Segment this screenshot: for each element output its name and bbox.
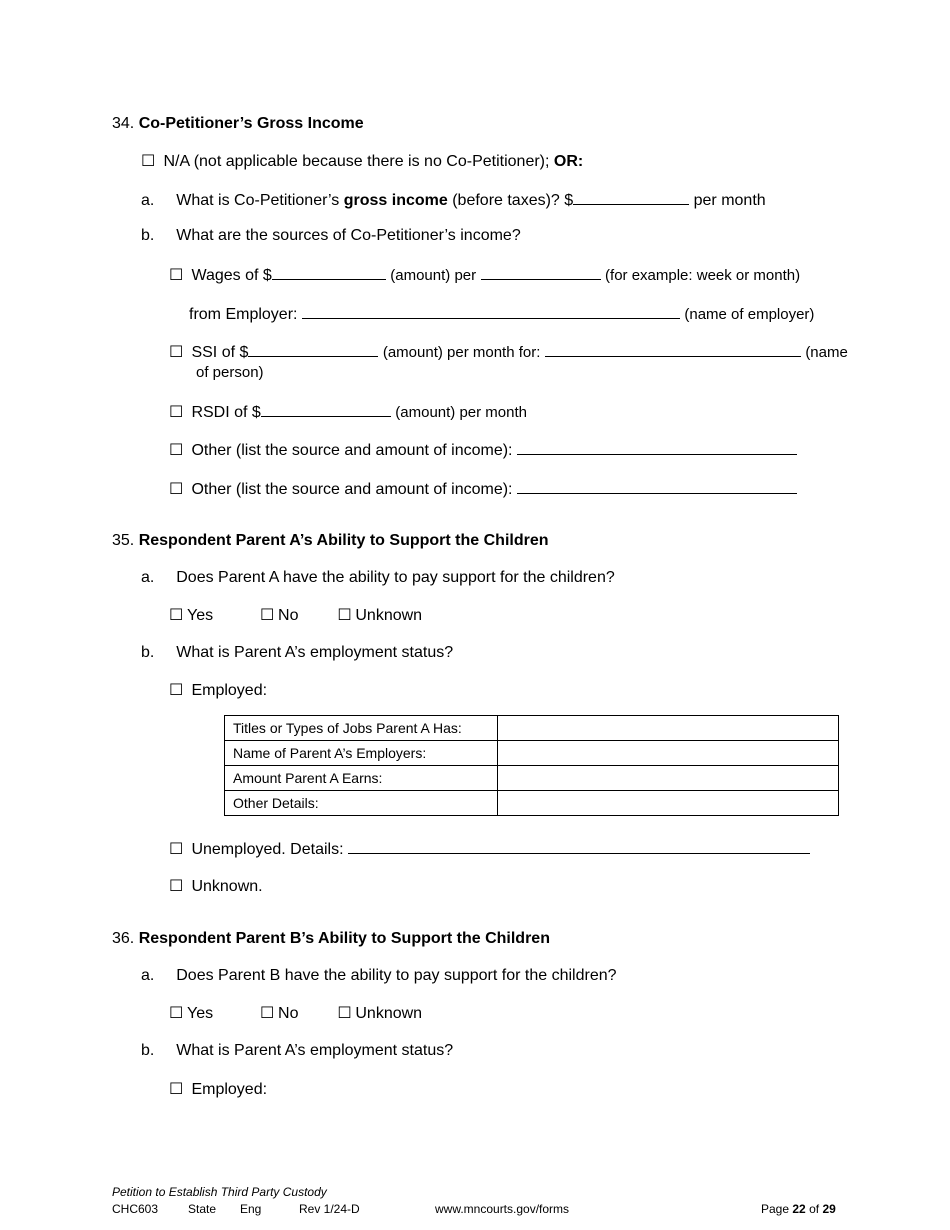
q35-heading: 35. Respondent Parent A’s Ability to Support the Children [112,532,549,549]
q36-title: Respondent Parent B’s Ability to Support the Children [138,930,550,947]
ssi-amount-field[interactable] [248,340,378,357]
employers-field[interactable] [498,741,839,766]
wages-period-field[interactable] [481,263,601,280]
footer-rev: Rev 1/24-D [299,1202,360,1216]
table-row: Amount Parent A Earns: [225,766,839,791]
table-row: Name of Parent A’s Employers: [225,741,839,766]
job-titles-field[interactable] [498,716,839,741]
q34-a-row: a. What is Co-Petitioner’s gross income (before taxes)? $ per month [141,188,766,211]
q35-ability-options [169,605,422,626]
q35-unemployed-row: ☐ Unemployed. Details: [169,837,810,860]
checkbox-wages[interactable]: ☐ [169,265,184,284]
option-yes-b[interactable]: ☐ Yes [169,1003,214,1022]
q36-heading: 36. Respondent Parent B’s Ability to Support the Children [112,930,550,947]
q36-b-row: b. What is Parent A’s employment status? [141,1042,454,1059]
footer-lang: Eng [240,1202,262,1216]
option-yes-a[interactable]: ☐ Yes [169,605,214,624]
footer-state: State [188,1202,217,1216]
ssi-row: ☐ SSI of $ (amount) per month for: (name [169,342,848,361]
q35-a-row: a. Does Parent A have the ability to pay support for the children? [141,569,615,586]
unemployed-details-field[interactable] [348,837,810,854]
checkbox-unemployed-a[interactable]: ☐ [169,839,184,858]
checkbox-employed-b[interactable]: ☐ [169,1079,184,1098]
q34-title: Co-Petitioner’s Gross Income [138,115,364,132]
checkbox-rsdi[interactable]: ☐ [169,402,184,421]
footer-form-title: Petition to Establish Third Party Custody [112,1185,327,1199]
footer-page: Page 22 of 29 [761,1202,836,1216]
table-row: Other Details: [225,791,839,816]
q36-a-row: a. Does Parent B have the ability to pay support for the children? [141,967,617,984]
option-no-a[interactable]: ☐ No [260,605,299,624]
wages-amount-field[interactable] [272,263,386,280]
employer-name-field[interactable] [302,302,680,319]
q35-employed-row: ☐ Employed: [169,680,268,699]
q34-b-row: b. What are the sources of Co-Petitioner’s income? [141,227,521,244]
other-income-field-2[interactable] [517,477,797,494]
checkbox-ssi[interactable]: ☐ [169,342,184,361]
employer-row: from Employer: (name of employer) [189,302,814,325]
q35-title: Respondent Parent A’s Ability to Support the Children [138,532,549,549]
ssi-hint-cont: of person) [196,364,264,381]
other-details-field[interactable] [498,791,839,816]
table-row: Titles or Types of Jobs Parent A Has: [225,716,839,741]
q34-na-row[interactable]: ☐ N/A (not applicable because there is no Co-Petitioner); OR: [141,151,584,170]
q35-b-row: b. What is Parent A’s employment status? [141,644,454,661]
other2-row: ☐ Other (list the source and amount of income): [169,477,797,500]
q36-ability-options [169,1003,422,1024]
other1-row: ☐ Other (list the source and amount of income): [169,438,797,461]
parent-a-employment-table [224,715,839,816]
option-unknown-b[interactable]: ☐ Unknown [337,1003,423,1022]
checkbox-other-1[interactable]: ☐ [169,440,184,459]
checkbox-other-2[interactable]: ☐ [169,479,184,498]
footer-url: www.mncourts.gov/forms [435,1202,570,1216]
checkbox-unknown-status-a[interactable]: ☐ [169,876,184,895]
rsdi-amount-field[interactable] [261,400,391,417]
ssi-person-field[interactable] [545,340,801,357]
q35-unknown-row: ☐ Unknown. [169,876,263,895]
other-income-field-1[interactable] [517,438,797,455]
option-no-b[interactable]: ☐ No [260,1003,299,1022]
option-unknown-a[interactable]: ☐ Unknown [337,605,423,624]
wages-row: ☐ Wages of $ (amount) per (for example: week or month) [169,265,801,284]
footer-code: CHC603 [112,1202,159,1216]
q34-heading: 34. Co-Petitioner’s Gross Income [112,115,364,132]
rsdi-row: ☐ RSDI of $ (amount) per month [169,402,527,421]
q36-employed-row: ☐ Employed: [169,1079,268,1098]
checkbox-na[interactable]: ☐ [141,151,156,170]
checkbox-employed-a[interactable]: ☐ [169,680,184,699]
earnings-field[interactable] [498,766,839,791]
gross-income-field[interactable] [573,188,689,205]
